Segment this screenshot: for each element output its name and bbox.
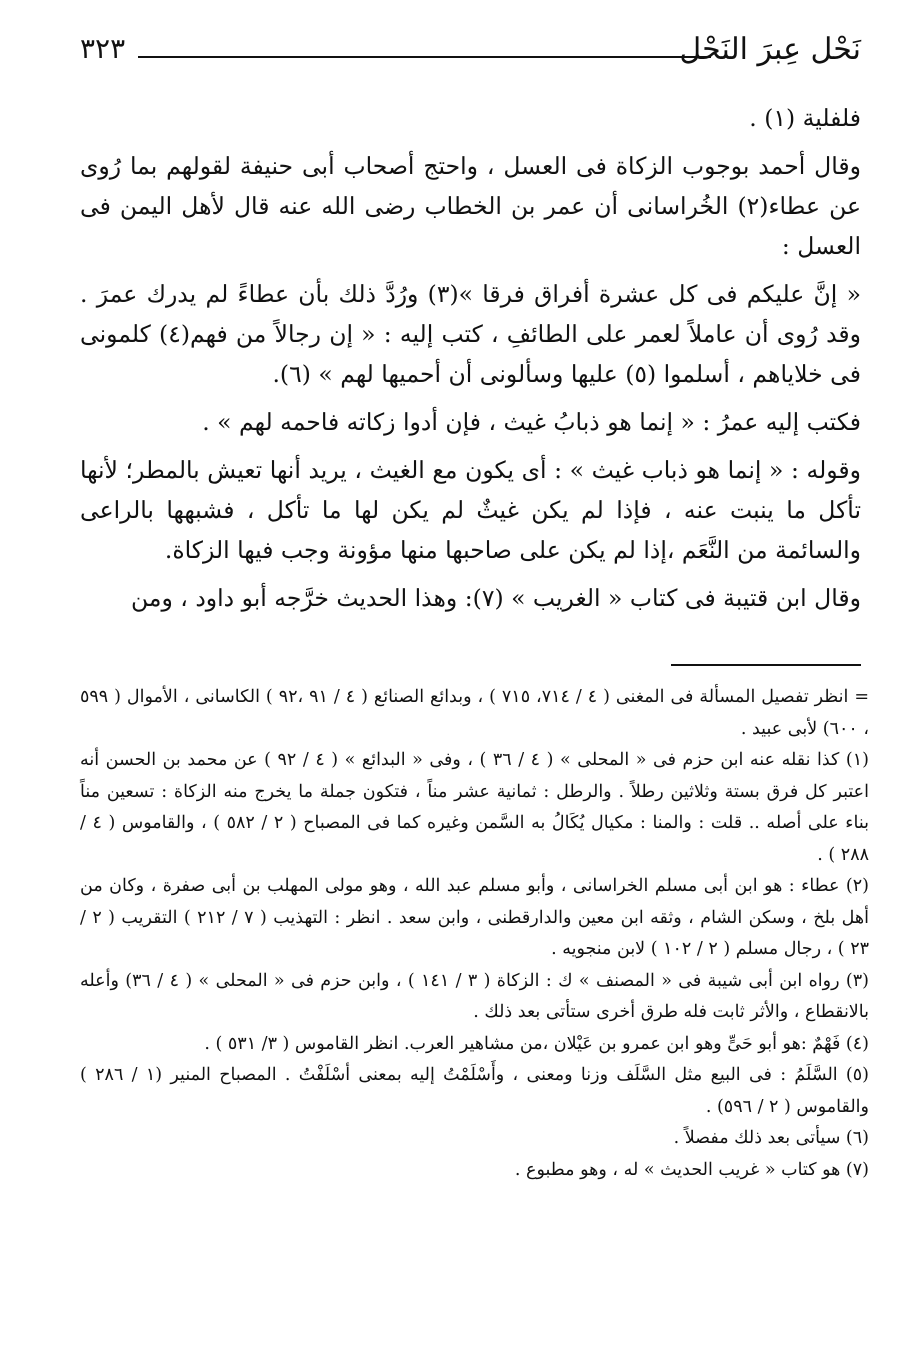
footnotes xyxy=(80,682,869,1186)
running-title: نَحْل عِبرَ النَحْل xyxy=(679,32,861,67)
footnote: = انظر تفصيل المسألة فى المغنى ( ٤ / ٧١٤، ٧١٥ ) ، وبدائع الصنائع ( ٤ / ٩١ ،٩٢ ) الكاسانى ، الأموال ( ٥٩٩ ، ٦٠٠) لأبى عبيد . xyxy=(80,687,870,739)
paragraph: وقال ابن قتيبة فى كتاب « الغريب » (٧): وهذا الحديث خرَّجه أبو داود ، ومن xyxy=(130,584,861,612)
paragraph: وقال أحمد بوجوب الزكاة فى العسل ، واحتج أصحاب أبى حنيفة لقولهم بما رُوى عن عطاء(٢) الخُراسانى أن عمر بن الخطاب رضى الله عنه قال لأهل اليمن فى العسل : xyxy=(80,152,861,260)
page-number: ٣٢٣ xyxy=(80,32,126,65)
footnote: (٢) عطاء : هو ابن أبى مسلم الخراسانى ، وأبو مسلم عبد الله ، وهو مولى المهلب بن أبى صفرة ، وكان من أهل بلخ ، وسكن الشام ، وثقه ابن معين والدارقطنى ، وابن سعد . انظر : التهذيب ( ٧ / ٢١٢ ) التقريب ( ٢ / ٢٣ ) ، رجال مسلم ( ٢ / ١٠٢ ) لابن منجويه . xyxy=(80,876,869,959)
footnote: (١) كذا نقله عنه ابن حزم فى « المحلى » ( ٤ / ٣٦ ) ، وفى « البدائع » ( ٤ / ٩٢ ) عن محمد بن الحسن أنه اعتبر كل فرق بستة وثلاثين رطلاً . والرطل : ثمانية عشر مناً ، فتكون جملة ما يخرج منه الزكاة : تسعين مناً بناء على أصله .. قلت : والمنا : مكيال يُكَالُ به السَّمن وغيره كما فى المصباح ( ٢ / ٥٨٢ ) ، والقاموس ( ٤ / ٢٨٨ ) . xyxy=(80,750,869,865)
paragraph: فكتب إليه عمرُ : « إنما هو ذبابُ غيث ، فإن أدوا زكاته فاحمه لهم » . xyxy=(202,408,861,436)
header-rule xyxy=(138,56,711,58)
footnote: (٤) فَهْمٌ :هو أبو حَىٍّ وهو ابن عمرو بن عَيْلان ،من مشاهير العرب. انظر القاموس ( ٣/ ٥٣١ ) . xyxy=(204,1033,869,1054)
footnote: (٣) رواه ابن أبى شيبة فى « المصنف » ك : الزكاة ( ٣ / ١٤١ ) ، وابن حزم فى « المحلى » ( ٤ / ٣٦) وأعله بالانقطاع ، والأثر ثابت فله طرق أخرى ستأتى بعد ذلك . xyxy=(80,970,869,1022)
main-text xyxy=(80,98,861,618)
paragraph: فلفلية (١) . xyxy=(749,104,861,132)
footnote: (٥) السَّلَمُ : فى البيع مثل السَّلَف وزنا ومعنى ، وأَسْلَمْتُ إليه بمعنى أسْلَفْتُ . المصباح المنير (١ / ٢٨٦ ) والقاموس ( ٢ / ٥٩٦) . xyxy=(80,1065,869,1117)
footnote: (٦) سيأتى بعد ذلك مفصلاً . xyxy=(673,1128,869,1148)
footnote: (٧) هو كتاب « غريب الحديث » له ، وهو مطبوع . xyxy=(514,1159,869,1180)
paragraph: وقوله : « إنما هو ذباب غيث » : أى يكون مع الغيث ، يريد أنها تعيش بالمطر؛ لأنها تأكل ما ينبت عنه ، فإذا لم يكن غيثٌ لم يكن لها ما تأكل ، فشبهها بالراعى والسائمة من النَّعَم ،إذا لم يكن على صاحبها منها مؤونة وجب فيها الزكاة. xyxy=(80,456,861,564)
footnote-separator xyxy=(671,664,861,666)
paragraph: « إنَّ عليكم فى كل عشرة أفراق فرقا »(٣) ورُدَّ ذلك بأن عطاءً لم يدرك عمرَ . وقد رُوى أن عاملاً لعمر على الطائفِ ، كتب إليه : « إن رجالاً من فهم(٤) كلمونى فى خلاياهم ، أسلموا (٥) عليها وسألونى أن أحميها لهم » (٦). xyxy=(80,280,861,388)
page-header xyxy=(80,28,861,78)
